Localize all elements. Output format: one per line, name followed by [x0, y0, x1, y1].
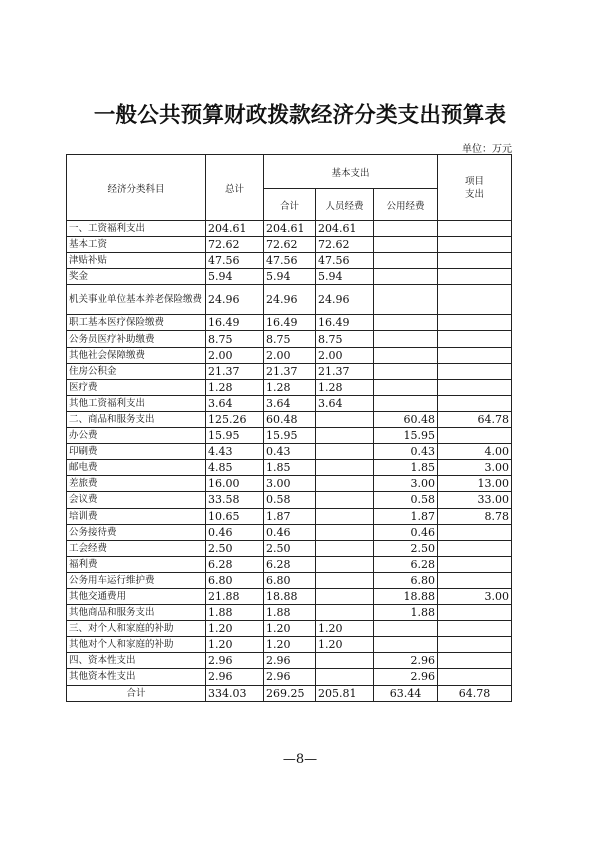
cell-personnel [316, 428, 374, 444]
cell-personnel [316, 556, 374, 572]
cell-personnel: 1.28 [316, 379, 374, 395]
cell-project [438, 395, 512, 411]
totals-label: 合计 [67, 685, 206, 701]
cell-subtotal: 2.00 [264, 347, 316, 363]
cell-personnel: 1.20 [316, 621, 374, 637]
row-label: 四、资本性支出 [67, 653, 206, 669]
cell-subtotal: 5.94 [264, 269, 316, 285]
cell-total: 204.61 [206, 221, 264, 237]
cell-subtotal: 2.50 [264, 540, 316, 556]
cell-subtotal: 0.58 [264, 492, 316, 508]
row-label: 其他工资福利支出 [67, 395, 206, 411]
cell-project: 64.78 [438, 411, 512, 427]
cell-public: 3.00 [374, 476, 438, 492]
row-label: 差旅费 [67, 476, 206, 492]
cell-public: 18.88 [374, 588, 438, 604]
cell-public: 1.85 [374, 460, 438, 476]
cell-project [438, 653, 512, 669]
totals-total: 334.03 [206, 685, 264, 701]
cell-public [374, 637, 438, 653]
totals-project: 64.78 [438, 685, 512, 701]
cell-personnel [316, 572, 374, 588]
table-row [67, 269, 512, 285]
table-row [67, 379, 512, 395]
header-subtotal: 合计 [264, 189, 316, 221]
cell-personnel: 21.37 [316, 363, 374, 379]
cell-project: 8.78 [438, 508, 512, 524]
cell-total: 2.50 [206, 540, 264, 556]
cell-subtotal: 15.95 [264, 428, 316, 444]
row-label: 印刷费 [67, 444, 206, 460]
cell-total: 72.62 [206, 237, 264, 253]
cell-project [438, 556, 512, 572]
cell-total: 24.96 [206, 285, 264, 315]
cell-personnel [316, 411, 374, 427]
totals-personnel: 205.81 [316, 685, 374, 701]
table-row [67, 669, 512, 685]
cell-personnel [316, 540, 374, 556]
cell-project: 4.00 [438, 444, 512, 460]
row-label: 其他对个人和家庭的补助 [67, 637, 206, 653]
cell-subtotal: 21.37 [264, 363, 316, 379]
row-label: 津贴补贴 [67, 253, 206, 269]
table-row [67, 524, 512, 540]
cell-subtotal: 0.43 [264, 444, 316, 460]
header-basic: 基本支出 [264, 155, 438, 189]
row-label: 公务接待费 [67, 524, 206, 540]
cell-subtotal: 1.88 [264, 605, 316, 621]
cell-project: 13.00 [438, 476, 512, 492]
cell-subtotal: 16.49 [264, 315, 316, 331]
row-label: 职工基本医疗保险缴费 [67, 315, 206, 331]
cell-project [438, 269, 512, 285]
cell-public [374, 221, 438, 237]
cell-personnel: 5.94 [316, 269, 374, 285]
cell-project [438, 605, 512, 621]
cell-subtotal: 1.87 [264, 508, 316, 524]
unit-label: 单位：万元 [462, 144, 512, 155]
cell-public [374, 395, 438, 411]
row-label: 二、商品和服务支出 [67, 411, 206, 427]
row-label: 工会经费 [67, 540, 206, 556]
row-label: 住房公积金 [67, 363, 206, 379]
cell-total: 16.49 [206, 315, 264, 331]
cell-subtotal: 1.20 [264, 621, 316, 637]
row-label: 其他社会保障缴费 [67, 347, 206, 363]
header-category: 经济分类科目 [67, 155, 206, 221]
cell-project [438, 331, 512, 347]
table-row [67, 556, 512, 572]
cell-total: 33.58 [206, 492, 264, 508]
table-row [67, 237, 512, 253]
cell-personnel: 72.62 [316, 237, 374, 253]
cell-project [438, 621, 512, 637]
totals-row [67, 685, 512, 701]
cell-public: 0.43 [374, 444, 438, 460]
cell-public: 1.87 [374, 508, 438, 524]
cell-public: 1.88 [374, 605, 438, 621]
table-row [67, 285, 512, 315]
cell-subtotal: 8.75 [264, 331, 316, 347]
cell-public [374, 621, 438, 637]
cell-public: 2.50 [374, 540, 438, 556]
row-label: 邮电费 [67, 460, 206, 476]
table-row [67, 411, 512, 427]
header-public: 公用经费 [374, 189, 438, 221]
row-label: 奖金 [67, 269, 206, 285]
cell-personnel [316, 524, 374, 540]
row-label: 办公费 [67, 428, 206, 444]
cell-total: 4.43 [206, 444, 264, 460]
row-label: 培训费 [67, 508, 206, 524]
page-title: 一般公共预算财政拨款经济分类支出预算表 [93, 103, 507, 128]
cell-personnel: 47.56 [316, 253, 374, 269]
cell-total: 6.28 [206, 556, 264, 572]
cell-public [374, 315, 438, 331]
table-row [67, 653, 512, 669]
cell-personnel [316, 460, 374, 476]
cell-project [438, 524, 512, 540]
cell-personnel: 2.00 [316, 347, 374, 363]
cell-project [438, 379, 512, 395]
cell-total: 1.20 [206, 637, 264, 653]
cell-public: 15.95 [374, 428, 438, 444]
table-body [67, 221, 512, 686]
row-label: 医疗费 [67, 379, 206, 395]
table-row [67, 621, 512, 637]
cell-total: 47.56 [206, 253, 264, 269]
cell-total: 5.94 [206, 269, 264, 285]
cell-subtotal: 2.96 [264, 669, 316, 685]
table-row [67, 363, 512, 379]
cell-public [374, 347, 438, 363]
cell-subtotal: 72.62 [264, 237, 316, 253]
page-number: —8— [282, 752, 318, 767]
cell-project: 33.00 [438, 492, 512, 508]
row-label: 其他商品和服务支出 [67, 605, 206, 621]
cell-public: 2.96 [374, 653, 438, 669]
cell-project [438, 237, 512, 253]
table-row [67, 315, 512, 331]
cell-subtotal: 24.96 [264, 285, 316, 315]
cell-public [374, 285, 438, 315]
cell-subtotal: 18.88 [264, 588, 316, 604]
cell-personnel [316, 476, 374, 492]
cell-total: 2.96 [206, 653, 264, 669]
cell-public: 0.46 [374, 524, 438, 540]
cell-project [438, 347, 512, 363]
cell-subtotal: 1.20 [264, 637, 316, 653]
cell-public [374, 331, 438, 347]
cell-project: 3.00 [438, 588, 512, 604]
cell-personnel: 24.96 [316, 285, 374, 315]
table-row [67, 588, 512, 604]
cell-total: 1.88 [206, 605, 264, 621]
table-row [67, 253, 512, 269]
cell-project [438, 428, 512, 444]
cell-total: 1.28 [206, 379, 264, 395]
header-total: 总计 [206, 155, 264, 221]
table-row [67, 428, 512, 444]
cell-project [438, 669, 512, 685]
cell-public: 60.48 [374, 411, 438, 427]
header-project: 项目 支出 [438, 155, 512, 221]
cell-total: 1.20 [206, 621, 264, 637]
cell-subtotal: 1.28 [264, 379, 316, 395]
cell-total: 6.80 [206, 572, 264, 588]
cell-public: 0.58 [374, 492, 438, 508]
cell-total: 16.00 [206, 476, 264, 492]
header-personnel: 人员经费 [316, 189, 374, 221]
cell-subtotal: 60.48 [264, 411, 316, 427]
cell-personnel [316, 653, 374, 669]
cell-project [438, 285, 512, 315]
cell-subtotal: 204.61 [264, 221, 316, 237]
row-label: 公务用车运行维护费 [67, 572, 206, 588]
table-row [67, 637, 512, 653]
cell-public [374, 269, 438, 285]
row-label: 公务员医疗补助缴费 [67, 331, 206, 347]
table-row [67, 347, 512, 363]
cell-project [438, 253, 512, 269]
cell-total: 3.64 [206, 395, 264, 411]
budget-table [66, 154, 512, 702]
table-row [67, 444, 512, 460]
cell-total: 0.46 [206, 524, 264, 540]
row-label: 基本工资 [67, 237, 206, 253]
cell-subtotal: 6.28 [264, 556, 316, 572]
table-row [67, 605, 512, 621]
cell-public [374, 237, 438, 253]
table-row [67, 492, 512, 508]
cell-total: 21.88 [206, 588, 264, 604]
cell-personnel: 16.49 [316, 315, 374, 331]
cell-total: 15.95 [206, 428, 264, 444]
row-label: 其他资本性支出 [67, 669, 206, 685]
row-label: 福利费 [67, 556, 206, 572]
cell-personnel [316, 669, 374, 685]
cell-project: 3.00 [438, 460, 512, 476]
cell-public [374, 379, 438, 395]
cell-public [374, 253, 438, 269]
row-label: 三、对个人和家庭的补助 [67, 621, 206, 637]
cell-subtotal: 3.00 [264, 476, 316, 492]
cell-public: 6.80 [374, 572, 438, 588]
table-row [67, 508, 512, 524]
table-row [67, 221, 512, 237]
cell-personnel [316, 605, 374, 621]
cell-project [438, 572, 512, 588]
cell-subtotal: 1.85 [264, 460, 316, 476]
row-label: 其他交通费用 [67, 588, 206, 604]
cell-total: 2.96 [206, 669, 264, 685]
row-label: 机关事业单位基本养老保险缴费 [67, 285, 206, 315]
cell-project [438, 221, 512, 237]
cell-personnel: 8.75 [316, 331, 374, 347]
cell-personnel: 204.61 [316, 221, 374, 237]
row-label: 会议费 [67, 492, 206, 508]
cell-total: 10.65 [206, 508, 264, 524]
cell-subtotal: 2.96 [264, 653, 316, 669]
table-row [67, 395, 512, 411]
cell-total: 21.37 [206, 363, 264, 379]
cell-total: 8.75 [206, 331, 264, 347]
table-row [67, 331, 512, 347]
row-label: 一、工资福利支出 [67, 221, 206, 237]
table-row [67, 476, 512, 492]
table-row [67, 540, 512, 556]
cell-total: 4.85 [206, 460, 264, 476]
cell-personnel [316, 444, 374, 460]
table-row [67, 572, 512, 588]
cell-public: 2.96 [374, 669, 438, 685]
cell-subtotal: 3.64 [264, 395, 316, 411]
table-row [67, 460, 512, 476]
cell-public: 6.28 [374, 556, 438, 572]
cell-public [374, 363, 438, 379]
cell-project [438, 637, 512, 653]
cell-subtotal: 6.80 [264, 572, 316, 588]
totals-public: 63.44 [374, 685, 438, 701]
cell-personnel: 3.64 [316, 395, 374, 411]
totals-subtotal: 269.25 [264, 685, 316, 701]
cell-project [438, 540, 512, 556]
cell-total: 2.00 [206, 347, 264, 363]
cell-project [438, 363, 512, 379]
cell-personnel [316, 492, 374, 508]
cell-project [438, 315, 512, 331]
cell-personnel [316, 508, 374, 524]
cell-total: 125.26 [206, 411, 264, 427]
cell-subtotal: 47.56 [264, 253, 316, 269]
cell-personnel: 1.20 [316, 637, 374, 653]
cell-subtotal: 0.46 [264, 524, 316, 540]
cell-personnel [316, 588, 374, 604]
